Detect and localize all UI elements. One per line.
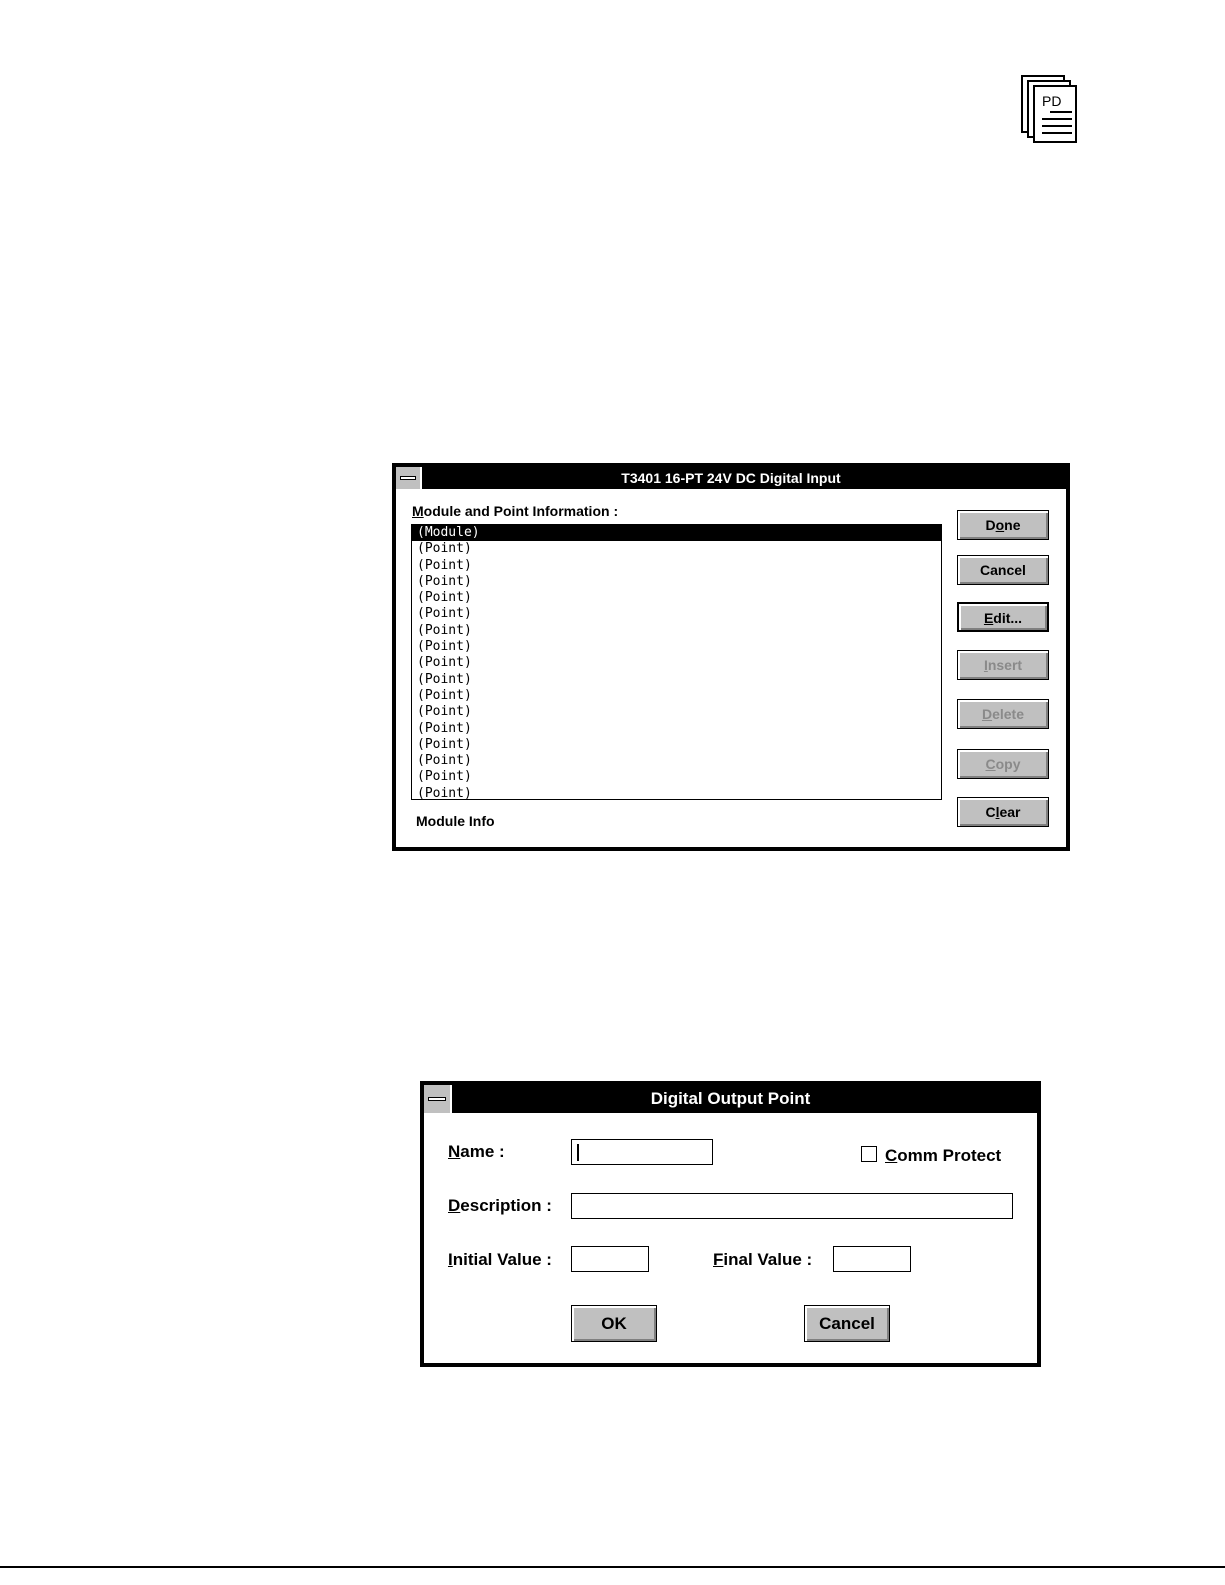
delete-button[interactable]: Delete: [957, 699, 1049, 729]
text-caret: [577, 1144, 579, 1161]
pd-document-stack-icon: [1020, 74, 1080, 146]
comm-protect-checkbox[interactable]: [861, 1146, 877, 1162]
insert-button[interactable]: Insert: [957, 650, 1049, 680]
list-item[interactable]: (Point): [417, 753, 472, 769]
final-value-input[interactable]: [833, 1246, 911, 1272]
list-item[interactable]: (Point): [417, 557, 472, 573]
clear-button[interactable]: Clear: [957, 797, 1049, 827]
cancel-button[interactable]: Cancel: [804, 1305, 890, 1342]
list-item[interactable]: (Point): [417, 573, 472, 589]
name-label: Name :: [448, 1142, 505, 1161]
done-button[interactable]: Done: [957, 510, 1049, 540]
list-item[interactable]: (Point): [417, 785, 472, 800]
list-item[interactable]: (Point): [417, 606, 472, 622]
initial-value-label: Initial Value :: [448, 1250, 552, 1269]
comm-protect-label[interactable]: Comm Protect: [885, 1146, 1002, 1165]
ok-button[interactable]: OK: [571, 1305, 657, 1342]
window-title: T3401 16-PT 24V DC Digital Input: [621, 470, 841, 486]
description-input[interactable]: [571, 1193, 1013, 1219]
module-point-listbox[interactable]: [411, 524, 942, 800]
list-item[interactable]: (Point): [417, 671, 472, 687]
list-item[interactable]: (Point): [417, 687, 472, 703]
list-item[interactable]: (Point): [417, 541, 472, 557]
status-text: Module Info: [416, 813, 495, 829]
list-item[interactable]: (Point): [417, 639, 472, 655]
title-bar: [424, 1085, 1037, 1113]
list-item[interactable]: (Point): [417, 655, 472, 671]
pd-icon-text: PD: [1042, 93, 1062, 109]
list-label-text: odule and Point Information :: [423, 503, 619, 519]
digital-output-point-window: [420, 1081, 1041, 1367]
page-bottom-rule: [0, 1566, 1225, 1568]
list-item[interactable]: (Module): [412, 525, 941, 541]
copy-button[interactable]: Copy: [957, 749, 1049, 779]
initial-value-input[interactable]: [571, 1246, 649, 1272]
list-item[interactable]: (Point): [417, 769, 472, 785]
system-menu-icon[interactable]: [396, 467, 422, 489]
list-item[interactable]: (Point): [417, 622, 472, 638]
edit-button[interactable]: Edit...: [957, 602, 1049, 632]
title-bar: [396, 467, 1066, 489]
description-label: Description :: [448, 1196, 552, 1215]
list-item[interactable]: (Point): [417, 590, 472, 606]
list-item[interactable]: (Point): [417, 720, 472, 736]
list-item[interactable]: (Point): [417, 704, 472, 720]
final-value-label: Final Value :: [713, 1250, 813, 1269]
module-info-window: [392, 463, 1070, 851]
window-title: Digital Output Point: [650, 1089, 811, 1108]
name-input[interactable]: [571, 1139, 713, 1165]
list-label: Module and Point Information :: [412, 503, 619, 519]
list-item[interactable]: (Point): [417, 736, 472, 752]
cancel-button[interactable]: Cancel: [957, 555, 1049, 585]
system-menu-icon[interactable]: [424, 1085, 452, 1113]
